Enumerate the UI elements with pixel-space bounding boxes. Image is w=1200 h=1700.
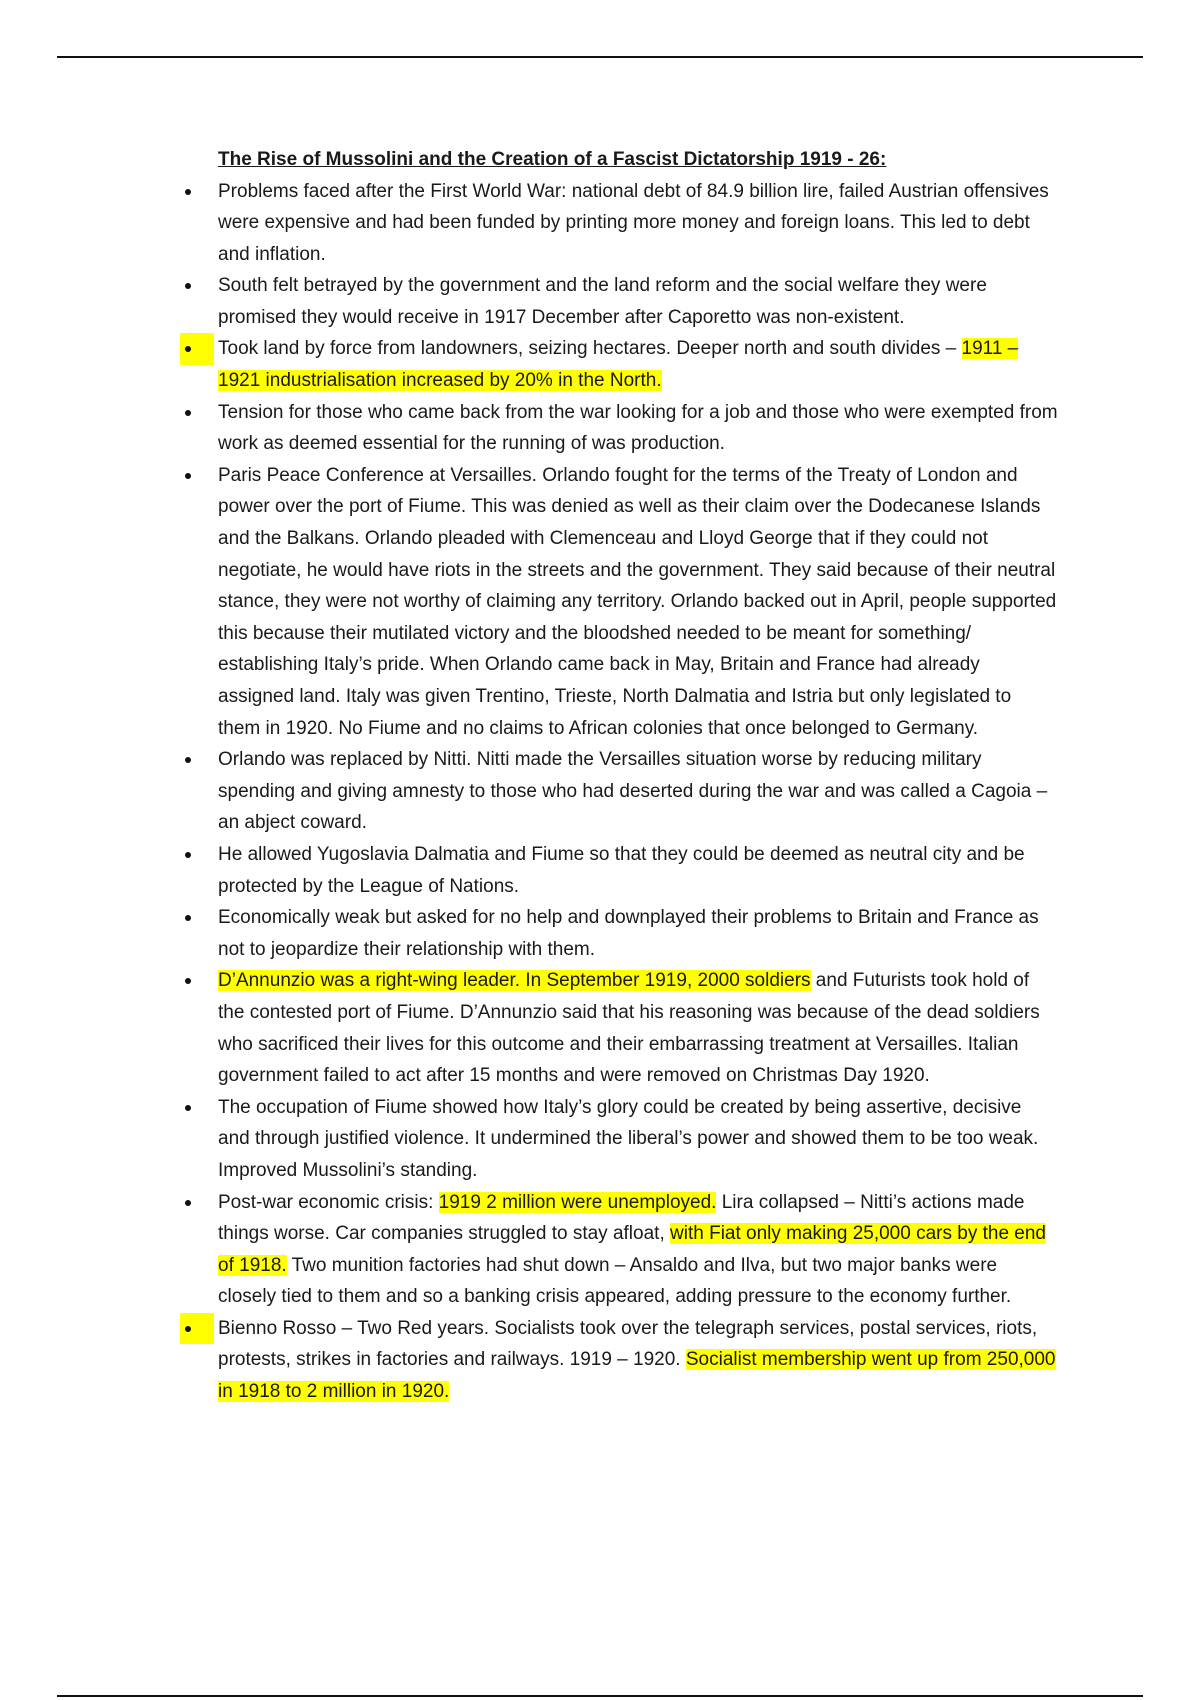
bullet-dot-icon — [180, 744, 214, 776]
bullet-item — [218, 176, 1058, 271]
bullet-item — [218, 1092, 1058, 1187]
bullet-dot-icon — [180, 1187, 214, 1219]
bullet-text: South felt betrayed by the government and the land reform and the social welfare they were promised they would receive in 1917 December after Caporetto was non-existent. — [218, 275, 987, 328]
bullet-item — [218, 397, 1058, 460]
document-body — [218, 144, 1058, 1408]
bullet-item — [218, 333, 1058, 396]
bullet-item — [218, 1313, 1058, 1408]
bullet-dot-icon — [180, 397, 214, 429]
bullet-dot-icon — [180, 333, 214, 365]
bullet-text: Took land by force from landowners, seizing hectares. Deeper north and south divides – — [218, 338, 962, 360]
bullet-text: Paris Peace Conference at Versailles. Orlando fought for the terms of the Treaty of London and power over the port of Fiume. This was denied as well as their claim over the Dodecanese Islands and the Balkans. Orlando pleaded with Clemenceau and Lloyd George that if they could not negotiate, he would have riots in the streets and the government. They said because of their neutral stance, they were not worthy of claiming any territory. Orlando backed out in April, people supported this because their mutilated victory and the bloodshed needed to be meant for something/ establishing Italy’s pride. When Orlando came back in May, Britain and France had already assigned land. Italy was given Trentino, Trieste, North Dalmatia and Istria but only legislated to them in 1920. No Fiume and no claims to African colonies that once belonged to Germany. — [218, 464, 1057, 739]
highlighted-text: with Fiat only making 25,000 cars by the end of 1918. — [218, 1223, 1046, 1276]
bullet-dot-icon — [180, 1313, 214, 1345]
top-rule — [57, 56, 1143, 58]
bullet-dot-icon — [180, 902, 214, 934]
bottom-rule — [57, 1695, 1143, 1697]
bullet-item — [218, 744, 1058, 839]
bullet-dot-icon — [180, 176, 214, 208]
bullet-text: Lira collapsed – Nitti’s actions made things worse. Car companies struggled to stay afloat, — [218, 1191, 1025, 1245]
bullet-text: Bienno Rosso – Two Red years. Socialists took over the telegraph services, postal services, riots, protests, strikes in factories and railways. 1919 – 1920. — [218, 1317, 1038, 1371]
bullet-dot-icon — [180, 1092, 214, 1124]
bullet-item — [218, 460, 1058, 744]
bullet-item — [218, 965, 1058, 1091]
document-title: The Rise of Mussolini and the Creation of a Fascist Dictatorship 1919 - 26: — [218, 149, 887, 170]
bullet-list — [218, 176, 1058, 1408]
bullet-text: Two munition factories had shut down – Ansaldo and Ilva, but two major banks were closely tied to them and so a banking crisis appeared, adding pressure to the economy further. — [218, 1254, 1012, 1308]
bullet-dot-icon — [180, 460, 214, 492]
bullet-text: He allowed Yugoslavia Dalmatia and Fiume so that they could be deemed as neutral city and be protected by the League of Nations. — [218, 843, 1025, 897]
bullet-item — [218, 902, 1058, 965]
bullet-dot-icon — [180, 270, 214, 302]
bullet-text: The occupation of Fiume showed how Italy’s glory could be created by being assertive, decisive and through justified violence. It undermined the liberal’s power and showed them to be too weak. Improved Mussolini’s standing. — [218, 1096, 1039, 1181]
highlighted-text: 1919 2 million were unemployed. — [438, 1191, 717, 1213]
bullet-text: Tension for those who came back from the war looking for a job and those who were exempted from work as deemed essential for the running of was production. — [218, 401, 1058, 455]
bullet-text: Economically weak but asked for no help and downplayed their problems to Britain and France as not to jeopardize their relationship with them. — [218, 907, 1039, 960]
bullet-item — [218, 270, 1058, 333]
bullet-dot-icon — [180, 965, 214, 997]
bullet-item — [218, 839, 1058, 902]
highlighted-text: Socialist membership went up from 250,000 in 1918 to 2 million in 1920. — [218, 1349, 1056, 1403]
bullet-text: and Futurists took hold of the contested port of Fiume. D’Annunzio said that his reasoning was because of the dead soldiers who sacrificed their lives for this outcome and their embarrassing treatment at Versailles. Italian government failed to act after 15 months and were removed on Christmas Day 1920. — [218, 970, 1040, 1087]
bullet-text: Problems faced after the First World War: national debt of 84.9 billion lire, failed Austrian offensives were expensive and had been funded by printing more money and foreign loans. This led to debt and inflation. — [218, 180, 1049, 265]
bullet-item — [218, 1187, 1058, 1313]
highlighted-text: D’Annunzio was a right-wing leader. In September 1919, 2000 soldiers — [218, 970, 811, 992]
bullet-text: Post-war economic crisis: — [218, 1191, 439, 1213]
bullet-text: Orlando was replaced by Nitti. Nitti made the Versailles situation worse by reducing military spending and giving amnesty to those who had deserted during the war and was called a Cagoia – an abject coward. — [218, 749, 1048, 834]
highlighted-text: 1911 – 1921 industrialisation increased by 20% in the North. — [218, 338, 1019, 392]
bullet-dot-icon — [180, 839, 214, 871]
